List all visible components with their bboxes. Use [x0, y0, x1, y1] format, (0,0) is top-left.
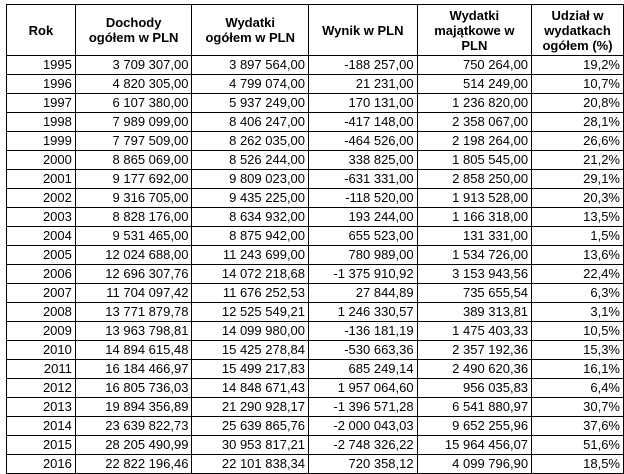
cell-income: 6 107 380,00: [75, 94, 192, 113]
header-result: Wynik w PLN: [309, 5, 418, 56]
cell-year: 2006: [7, 265, 76, 284]
table-row: [7, 56, 624, 75]
cell-capital-expenses: 1 805 545,00: [417, 151, 531, 170]
cell-year: 2005: [7, 246, 76, 265]
cell-expenses: 9 809 023,00: [192, 170, 309, 189]
cell-share: 21,2%: [532, 151, 624, 170]
cell-result: 720 358,12: [309, 455, 418, 474]
cell-share: 1,5%: [532, 227, 624, 246]
cell-share: 20,3%: [532, 189, 624, 208]
cell-result: 655 523,00: [309, 227, 418, 246]
cell-share: 6,4%: [532, 379, 624, 398]
table-row: [7, 455, 624, 474]
cell-capital-expenses: 1 534 726,00: [417, 246, 531, 265]
cell-expenses: 30 953 817,21: [192, 436, 309, 455]
table-row: [7, 417, 624, 436]
cell-share: 22,4%: [532, 265, 624, 284]
cell-income: 13 771 879,78: [75, 303, 192, 322]
cell-result: 21 231,00: [309, 75, 418, 94]
cell-share: 6,3%: [532, 284, 624, 303]
cell-capital-expenses: 514 249,00: [417, 75, 531, 94]
cell-income: 7 989 099,00: [75, 113, 192, 132]
header-expenses: Wydatki ogółem w PLN: [192, 5, 309, 56]
cell-capital-expenses: 735 655,54: [417, 284, 531, 303]
cell-result: -136 181,19: [309, 322, 418, 341]
cell-result: -530 663,36: [309, 341, 418, 360]
table-row: [7, 398, 624, 417]
cell-income: 9 531 465,00: [75, 227, 192, 246]
header-share-percent: Udział w wydatkach ogółem (%): [532, 5, 624, 56]
cell-capital-expenses: 3 153 943,56: [417, 265, 531, 284]
cell-result: -2 000 043,03: [309, 417, 418, 436]
cell-share: 30,7%: [532, 398, 624, 417]
cell-income: 12 696 307,76: [75, 265, 192, 284]
budget-table: [6, 4, 624, 474]
cell-income: 23 639 822,73: [75, 417, 192, 436]
cell-capital-expenses: 2 358 067,00: [417, 113, 531, 132]
cell-capital-expenses: 9 652 255,96: [417, 417, 531, 436]
cell-result: -464 526,00: [309, 132, 418, 151]
cell-share: 20,8%: [532, 94, 624, 113]
cell-share: 28,1%: [532, 113, 624, 132]
cell-result: 338 825,00: [309, 151, 418, 170]
cell-result: 1 246 330,57: [309, 303, 418, 322]
cell-capital-expenses: 1 236 820,00: [417, 94, 531, 113]
header-income: Dochody ogółem w PLN: [75, 5, 192, 56]
cell-result: -1 396 571,28: [309, 398, 418, 417]
cell-expenses: 22 101 838,34: [192, 455, 309, 474]
cell-capital-expenses: 1 166 318,00: [417, 208, 531, 227]
cell-year: 2003: [7, 208, 76, 227]
cell-expenses: 14 099 980,00: [192, 322, 309, 341]
cell-expenses: 15 425 278,84: [192, 341, 309, 360]
cell-year: 2001: [7, 170, 76, 189]
cell-share: 26,6%: [532, 132, 624, 151]
table-row: [7, 436, 624, 455]
cell-year: 2004: [7, 227, 76, 246]
cell-share: 19,2%: [532, 56, 624, 75]
cell-share: 18,5%: [532, 455, 624, 474]
table-row: [7, 113, 624, 132]
cell-expenses: 4 799 074,00: [192, 75, 309, 94]
cell-result: -118 520,00: [309, 189, 418, 208]
cell-year: 1997: [7, 94, 76, 113]
table-row: [7, 227, 624, 246]
cell-income: 22 822 196,46: [75, 455, 192, 474]
cell-share: 13,5%: [532, 208, 624, 227]
cell-expenses: 8 526 244,00: [192, 151, 309, 170]
table-row: [7, 284, 624, 303]
cell-capital-expenses: 2 490 620,36: [417, 360, 531, 379]
cell-share: 10,5%: [532, 322, 624, 341]
table-row: [7, 151, 624, 170]
table-row: [7, 322, 624, 341]
budget-table-container: [6, 4, 624, 474]
cell-share: 13,6%: [532, 246, 624, 265]
table-row: [7, 246, 624, 265]
cell-result: 780 989,00: [309, 246, 418, 265]
cell-capital-expenses: 750 264,00: [417, 56, 531, 75]
cell-capital-expenses: 1 913 528,00: [417, 189, 531, 208]
cell-income: 12 024 688,00: [75, 246, 192, 265]
cell-capital-expenses: 131 331,00: [417, 227, 531, 246]
cell-result: -1 375 910,92: [309, 265, 418, 284]
cell-expenses: 11 243 699,00: [192, 246, 309, 265]
cell-income: 9 177 692,00: [75, 170, 192, 189]
cell-year: 2002: [7, 189, 76, 208]
cell-capital-expenses: 15 964 456,07: [417, 436, 531, 455]
cell-expenses: 8 634 932,00: [192, 208, 309, 227]
cell-share: 15,3%: [532, 341, 624, 360]
cell-expenses: 15 499 217,83: [192, 360, 309, 379]
cell-income: 13 963 798,81: [75, 322, 192, 341]
cell-expenses: 14 848 671,43: [192, 379, 309, 398]
table-row: [7, 379, 624, 398]
cell-result: -631 331,00: [309, 170, 418, 189]
cell-year: 2009: [7, 322, 76, 341]
cell-year: 2010: [7, 341, 76, 360]
cell-income: 16 805 736,03: [75, 379, 192, 398]
cell-year: 1996: [7, 75, 76, 94]
cell-capital-expenses: 389 313,81: [417, 303, 531, 322]
cell-result: 1 957 064,60: [309, 379, 418, 398]
cell-year: 1995: [7, 56, 76, 75]
cell-expenses: 8 262 035,00: [192, 132, 309, 151]
table-row: [7, 132, 624, 151]
cell-income: 9 316 705,00: [75, 189, 192, 208]
cell-income: 16 184 466,97: [75, 360, 192, 379]
cell-year: 2000: [7, 151, 76, 170]
cell-capital-expenses: 2 198 264,00: [417, 132, 531, 151]
cell-capital-expenses: 6 541 880,97: [417, 398, 531, 417]
header-year: Rok: [7, 5, 76, 56]
cell-expenses: 8 875 942,00: [192, 227, 309, 246]
cell-result: -188 257,00: [309, 56, 418, 75]
cell-share: 37,6%: [532, 417, 624, 436]
cell-expenses: 12 525 549,21: [192, 303, 309, 322]
cell-expenses: 11 676 252,53: [192, 284, 309, 303]
cell-capital-expenses: 2 858 250,00: [417, 170, 531, 189]
cell-share: 3,1%: [532, 303, 624, 322]
cell-income: 11 704 097,42: [75, 284, 192, 303]
cell-income: 8 865 069,00: [75, 151, 192, 170]
cell-income: 4 820 305,00: [75, 75, 192, 94]
table-header-row: [7, 5, 624, 56]
cell-result: 27 844,89: [309, 284, 418, 303]
cell-result: 170 131,00: [309, 94, 418, 113]
cell-year: 1999: [7, 132, 76, 151]
table-row: [7, 75, 624, 94]
cell-income: 14 894 615,48: [75, 341, 192, 360]
cell-income: 8 828 176,00: [75, 208, 192, 227]
cell-capital-expenses: 4 099 796,90: [417, 455, 531, 474]
cell-result: 685 249,14: [309, 360, 418, 379]
cell-capital-expenses: 2 357 192,36: [417, 341, 531, 360]
cell-share: 10,7%: [532, 75, 624, 94]
cell-year: 2011: [7, 360, 76, 379]
cell-year: 2007: [7, 284, 76, 303]
cell-expenses: 9 435 225,00: [192, 189, 309, 208]
cell-year: 2008: [7, 303, 76, 322]
table-row: [7, 94, 624, 113]
cell-income: 3 709 307,00: [75, 56, 192, 75]
table-body: [7, 56, 624, 474]
cell-expenses: 8 406 247,00: [192, 113, 309, 132]
table-row: [7, 265, 624, 284]
cell-expenses: 3 897 564,00: [192, 56, 309, 75]
cell-year: 1998: [7, 113, 76, 132]
cell-result: -417 148,00: [309, 113, 418, 132]
cell-share: 29,1%: [532, 170, 624, 189]
table-row: [7, 360, 624, 379]
cell-expenses: 25 639 865,76: [192, 417, 309, 436]
cell-share: 16,1%: [532, 360, 624, 379]
cell-income: 28 205 490,99: [75, 436, 192, 455]
cell-expenses: 5 937 249,00: [192, 94, 309, 113]
cell-year: 2013: [7, 398, 76, 417]
cell-share: 51,6%: [532, 436, 624, 455]
cell-result: 193 244,00: [309, 208, 418, 227]
cell-year: 2012: [7, 379, 76, 398]
cell-year: 2015: [7, 436, 76, 455]
cell-expenses: 14 072 218,68: [192, 265, 309, 284]
cell-income: 7 797 509,00: [75, 132, 192, 151]
cell-income: 19 894 356,89: [75, 398, 192, 417]
cell-capital-expenses: 1 475 403,33: [417, 322, 531, 341]
cell-capital-expenses: 956 035,83: [417, 379, 531, 398]
table-row: [7, 189, 624, 208]
table-row: [7, 208, 624, 227]
cell-year: 2016: [7, 455, 76, 474]
table-row: [7, 303, 624, 322]
cell-year: 2014: [7, 417, 76, 436]
cell-expenses: 21 290 928,17: [192, 398, 309, 417]
header-capital-expenses: Wydatki majątkowe w PLN: [417, 5, 531, 56]
table-row: [7, 170, 624, 189]
cell-result: -2 748 326,22: [309, 436, 418, 455]
table-row: [7, 341, 624, 360]
